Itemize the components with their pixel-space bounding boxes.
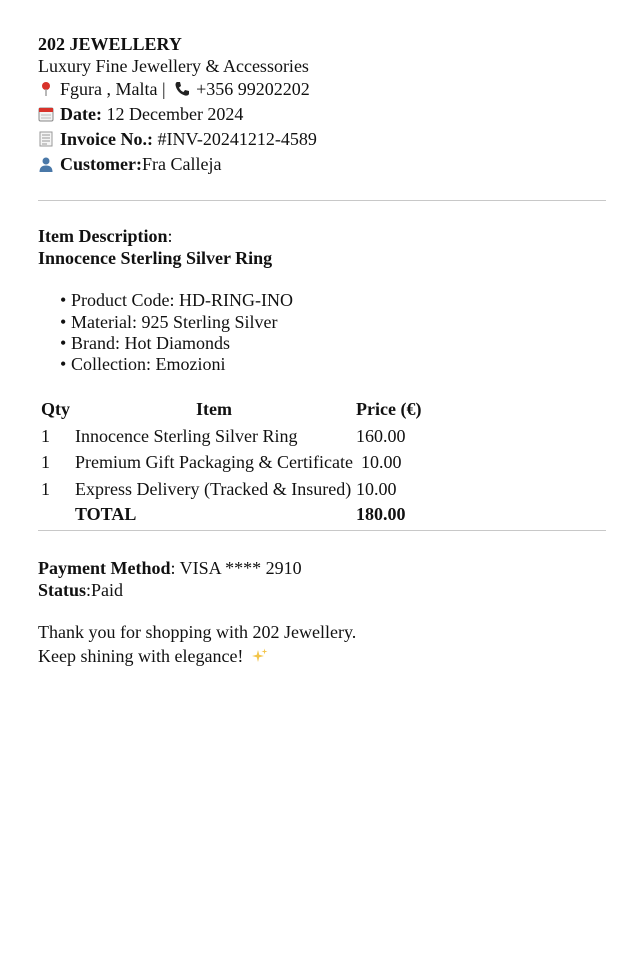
receipt-icon [38, 131, 54, 147]
date-value: 12 December 2024 [106, 104, 244, 124]
customer-line [38, 153, 221, 175]
item-name: Innocence Sterling Silver Ring [38, 248, 273, 268]
payment-method-label: Payment Method [38, 558, 171, 578]
invoice-line [38, 128, 317, 150]
table-row [38, 451, 606, 473]
payment-method-line [38, 557, 302, 579]
table-row [38, 425, 606, 447]
status-line [38, 579, 123, 601]
row-item: Express Delivery (Tracked & Insured) [75, 479, 352, 499]
date-label: Date: [60, 104, 102, 124]
shop-name: 202 JEWELLERY [38, 34, 182, 54]
header-price: Price (€) [356, 399, 422, 419]
detail-product-code: • Product Code: HD-RING-INO [71, 289, 293, 311]
item-description-colon: : [167, 226, 173, 246]
invoice-label: Invoice No.: [60, 129, 153, 149]
total-value: 180.00 [356, 504, 406, 524]
row-item: Innocence Sterling Silver Ring [75, 426, 298, 446]
header-item: Item [196, 399, 232, 419]
customer-label: Customer: [60, 154, 142, 174]
phone-text: +356 99202202 [196, 79, 310, 99]
item-description-label: Item Description [38, 226, 168, 246]
detail-brand: • Brand: Hot Diamonds [71, 332, 230, 354]
table-header [38, 398, 606, 420]
row-item: Premium Gift Packaging & Certificate [75, 452, 353, 472]
row-price: 160.00 [356, 426, 406, 446]
row-qty: 1 [41, 426, 50, 446]
payment-method-value: : VISA **** 2910 [170, 558, 302, 578]
customer-value: Fra Calleja [141, 154, 222, 174]
thank-you-text: Thank you for shopping with 202 Jewellery. [38, 622, 357, 642]
status-value: :Paid [86, 580, 124, 600]
invoice-value: #INV-20241212-4589 [157, 129, 317, 149]
row-price: 10.00 [356, 479, 397, 499]
calendar-icon [38, 106, 54, 122]
shop-tagline: Luxury Fine Jewellery & Accessories [38, 56, 309, 76]
row-qty: 1 [41, 479, 50, 499]
location-text: Fgura , Malta | [60, 79, 166, 99]
status-label: Status [38, 580, 87, 600]
phone-icon [174, 81, 190, 97]
item-description-heading [38, 225, 173, 247]
row-price: 10.00 [361, 452, 402, 472]
row-qty: 1 [41, 452, 50, 472]
table-row [38, 478, 606, 500]
header-qty: Qty [41, 399, 70, 419]
person-icon [38, 156, 54, 172]
total-label: TOTAL [75, 504, 137, 524]
divider-top [38, 200, 606, 201]
date-line [38, 103, 243, 125]
detail-material: • Material: 925 Sterling Silver [71, 311, 277, 333]
pin-icon [38, 81, 54, 97]
closing-line [38, 645, 274, 667]
closing-text: Keep shining with elegance! [38, 646, 244, 666]
sparkles-icon [252, 648, 268, 664]
detail-collection: • Collection: Emozioni [71, 353, 225, 375]
contact-line [38, 78, 310, 100]
table-total-row [38, 503, 606, 525]
divider-bottom [38, 530, 606, 531]
